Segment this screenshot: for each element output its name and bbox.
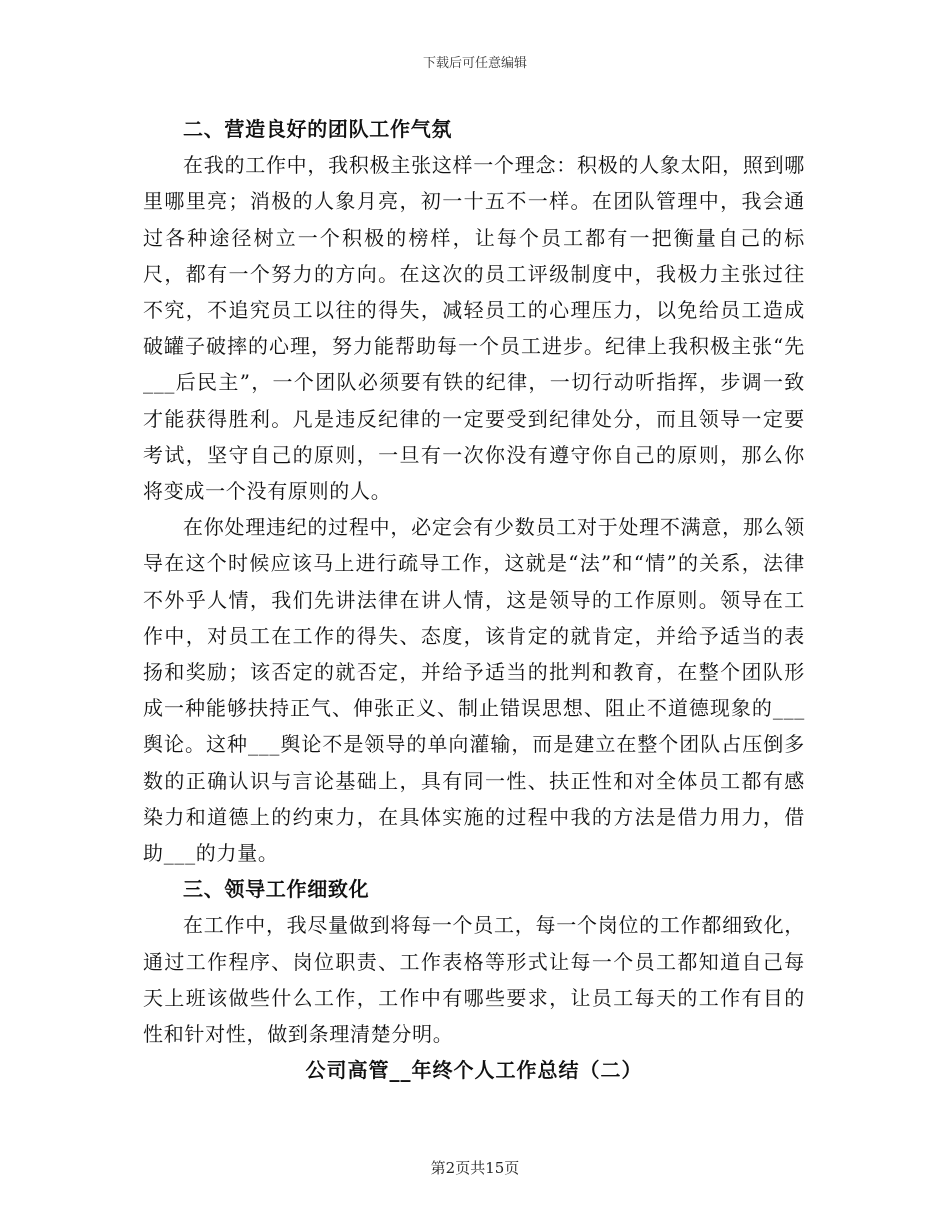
section-heading-team-atmosphere: 二、营造良好的团队工作气氛 <box>183 117 453 141</box>
paragraph-team-atmosphere-2: 在你处理违纪的过程中，必定会有少数员工对于处理不满意，那么领导在这个时候应该马上进行疏导工作，这就是“法”和“情”的关系，法律不外乎人情，我们先讲法律在讲人情，这是领导的工作原则。领导在工作中，对员工在工作的得失、态度，该肯定的就肯定，并给予适当的表扬和奖励；该否定的就否定，并给予适当的批判和教育，在整个团队形成一种能够扶持正气、伸张正义、制止错误思想、阻止不道德现象的___舆论。这种___舆论不是领导的单向灌输，而是建立在整个团队占压倒多数的正确认识与言论基础上，具有同一性、扶正性和对全体员工都有感染力和道德上的约束力，在具体实施的过程中我的方法是借力用力，借助___的力量。 <box>143 515 805 866</box>
paragraph-detailed-leadership-1: 在工作中，我尽量做到将每一个员工，每一个岗位的工作都细致化，通过工作程序、岗位职责、工作表格等形式让每一个员工都知道自己每天上班该做些什么工作，工作中有哪些要求，让员工每天的工作有目的性和针对性，做到条理清楚分明。 <box>143 913 805 1047</box>
paragraph-team-atmosphere-1: 在我的工作中，我积极主张这样一个理念：积极的人象太阳，照到哪里哪里亮；消极的人象月亮，初一十五不一样。在团队管理中，我会通过各种途径树立一个积极的榜样，让每个员工都有一把衡量自己的标尺，都有一个努力的方向。在这次的员工评级制度中，我极力主张过往不究，不追究员工以往的得失，减轻员工的心理压力，以免给员工造成破罐子破摔的心理，努力能帮助每一个员工进步。纪律上我积极主张“先___后民主”，一个团队必须要有铁的纪律，一切行动听指挥，步调一致才能获得胜利。凡是违反纪律的一定要受到纪律处分，而且领导一定要考试，坚守自己的原则，一旦有一次你没有遵守你自己的原则，那么你将变成一个没有原则的人。 <box>143 153 805 504</box>
document-title: 公司高管__年终个人工作总结（二） <box>305 1058 643 1083</box>
section-heading-detailed-leadership: 三、领导工作细致化 <box>183 877 370 902</box>
page-number-footer: 第2页共15页 <box>430 1159 520 1177</box>
document-body <box>143 111 805 1088</box>
page-header-note: 下载后可任意编辑 <box>422 56 527 71</box>
